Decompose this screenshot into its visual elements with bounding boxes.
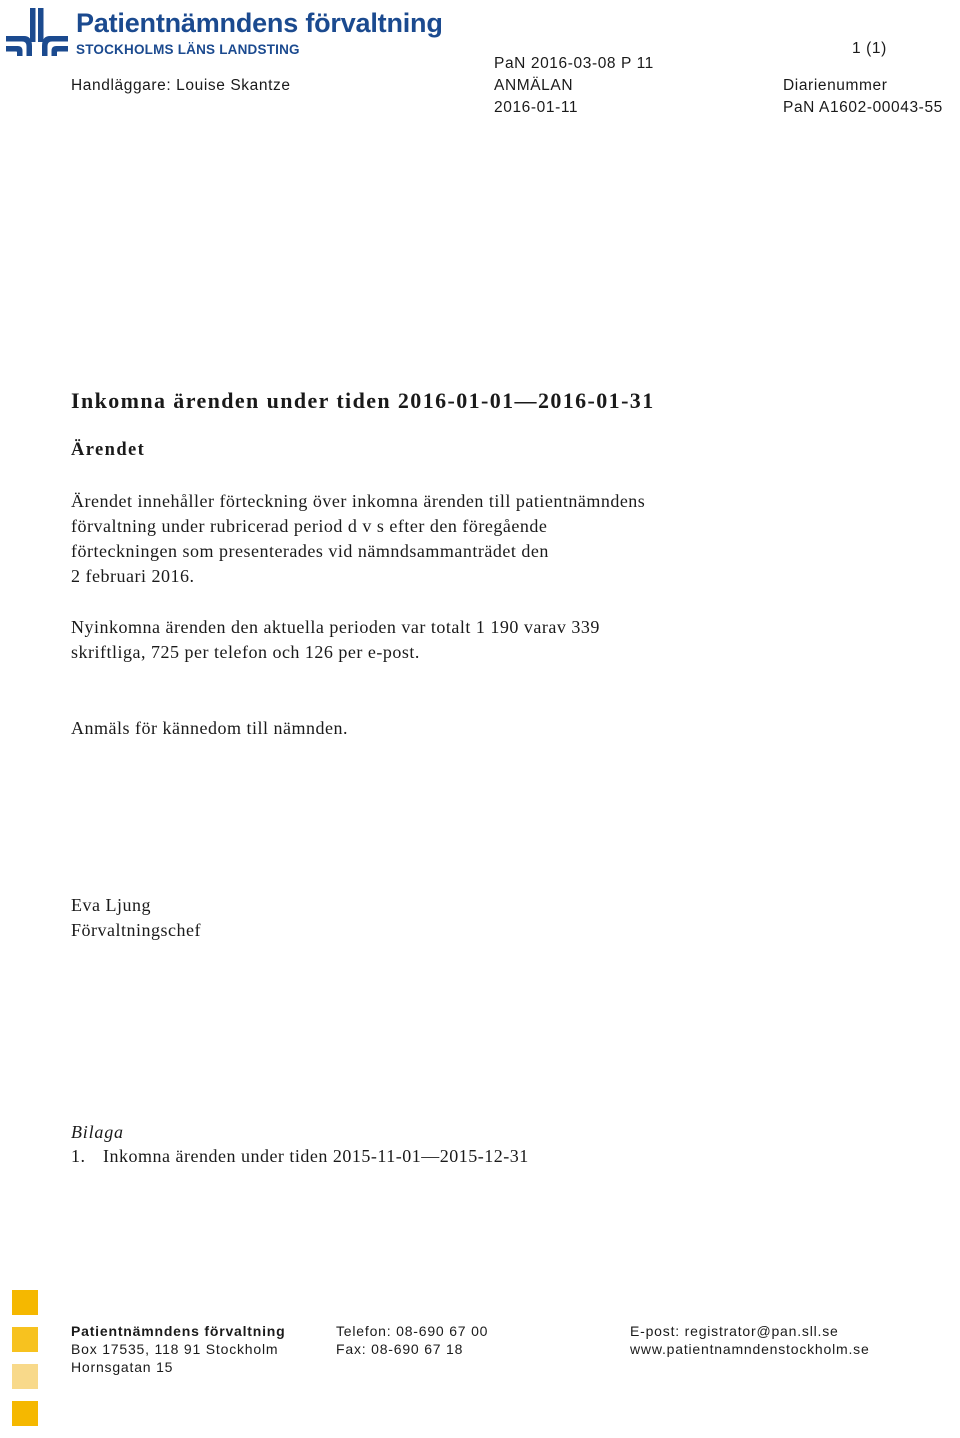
signature xyxy=(71,893,771,943)
signature-name: Eva Ljung xyxy=(71,895,151,915)
paragraph-1 xyxy=(71,489,771,589)
paragraph-1-line: Ärendet innehåller förteckning över inkomna ärenden till patientnämndens xyxy=(71,491,646,511)
document-title: Inkomna ärenden under tiden 2016-01-01—2016-01-31 xyxy=(71,388,655,413)
paragraph-2-line: skriftliga, 725 per telefon och 126 per e-post. xyxy=(71,642,420,662)
attachment-number: 1. xyxy=(71,1146,86,1166)
signature-title: Förvaltningschef xyxy=(71,920,201,940)
logo-subtitle: STOCKHOLMS LÄNS LANDSTING xyxy=(76,42,300,57)
footer-phone-number: Telefon: 08-690 67 00 xyxy=(336,1323,489,1339)
footer-website[interactable]: www.patientnamndenstockholm.se xyxy=(630,1341,870,1357)
logo-title: Patientnämndens förvaltning xyxy=(76,8,443,38)
footer-address-line: Hornsgatan 15 xyxy=(71,1359,174,1375)
page-number: 1 (1) xyxy=(852,40,887,57)
attachment-text: Inkomna ärenden under tiden 2015-11-01—2015-12-31 xyxy=(103,1146,529,1166)
doc-date: 2016-01-11 xyxy=(494,99,579,116)
footer-squares xyxy=(12,1290,40,1438)
handler: Handläggare: Louise Skantze xyxy=(71,77,291,94)
logo xyxy=(6,6,486,62)
diary-number: PaN A1602-00043-55 xyxy=(783,99,943,116)
footer-square-icon xyxy=(12,1364,38,1389)
diary-label: Diarienummer xyxy=(783,77,888,94)
footer-org-name: Patientnämndens förvaltning xyxy=(71,1323,286,1339)
paragraph-2-line: Nyinkomna ärenden den aktuella perioden var totalt 1 190 varav 339 xyxy=(71,617,600,637)
paragraph-3-line: Anmäls för kännedom till nämnden. xyxy=(71,718,348,738)
footer-square-icon xyxy=(12,1401,38,1426)
paragraph-1-line: förteckningen som presenterades vid nämndsammanträdet den xyxy=(71,541,549,561)
footer-email[interactable]: E-post: registrator@pan.sll.se xyxy=(630,1323,839,1339)
footer-contact xyxy=(630,1322,870,1358)
footer-square-icon xyxy=(12,1327,38,1352)
footer-address xyxy=(71,1322,286,1376)
paragraph-2 xyxy=(71,615,771,665)
paragraph-3 xyxy=(71,716,771,741)
footer-address-line: Box 17535, 118 91 Stockholm xyxy=(71,1341,279,1357)
attachment-item xyxy=(71,1146,529,1167)
doc-type: ANMÄLAN xyxy=(494,77,574,94)
meeting-ref: PaN 2016-03-08 P 11 xyxy=(494,55,654,72)
footer-fax-number: Fax: 08-690 67 18 xyxy=(336,1341,464,1357)
attachment-label: Bilaga xyxy=(71,1122,124,1142)
landsting-logo-icon xyxy=(6,6,68,58)
section-heading: Ärendet xyxy=(71,440,146,460)
footer-square-icon xyxy=(12,1290,38,1315)
paragraph-1-line: 2 februari 2016. xyxy=(71,566,195,586)
footer-phone xyxy=(336,1322,488,1358)
paragraph-1-line: förvaltning under rubricerad period d v s efter den föregående xyxy=(71,516,548,536)
